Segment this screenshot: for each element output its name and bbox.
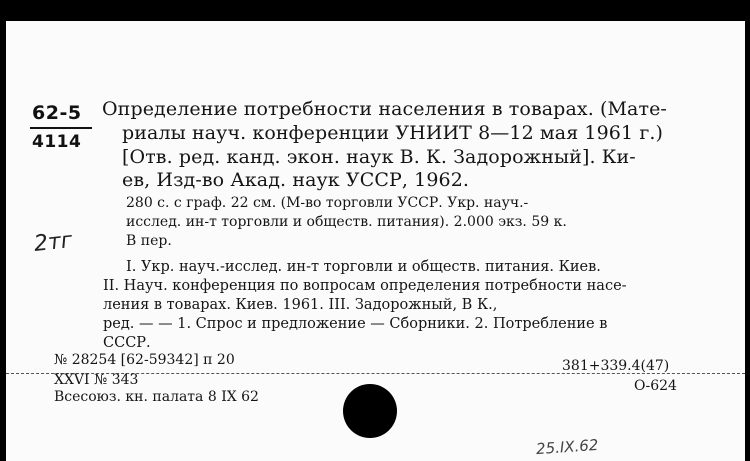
call-number-bottom: 4114: [32, 132, 82, 152]
title-line: риалы науч. конференции УНИИТ 8—12 мая 1961 г.): [122, 122, 664, 144]
tracing-line: II. Науч. конференция по вопросам определения потребности насе-: [103, 278, 627, 294]
tracing-line: ред. — — 1. Спрос и предложение — Сборники. 2. Потребление в: [103, 316, 608, 332]
footer-line: № 28254 [62-59342] п 20: [54, 352, 235, 368]
tracing-line: ления в товарах. Киев. 1961. III. Задорожный, В К.,: [103, 297, 498, 313]
call-number-underline: [30, 127, 92, 129]
footer-line: Всесоюз. кн. палата 8 IX 62: [54, 389, 259, 405]
handwritten-note: 2тг: [32, 228, 74, 257]
tracing-line: СССР.: [103, 335, 151, 351]
title-line: Определение потребности населения в товарах. (Мате-: [102, 98, 667, 120]
description-line: В пер.: [126, 233, 172, 249]
margin-scribble: 25.IX.62: [535, 435, 599, 459]
punch-hole: [343, 384, 397, 438]
title-line: ев, Изд-во Акад. наук УССР, 1962.: [122, 169, 470, 191]
footer-line: XXVI № 343: [54, 372, 139, 388]
description-line: 280 с. с граф. 22 см. (М-во торговли УССР. Укр. науч.-: [126, 195, 529, 211]
tracing-line: I. Укр. науч.-исслед. ин-т торговли и обществ. питания. Киев.: [126, 259, 601, 275]
author-mark: О-624: [634, 378, 677, 394]
top-divider: [6, 20, 745, 21]
title-line: [Отв. ред. канд. экон. наук В. К. Задорожный]. Ки-: [122, 146, 636, 168]
call-number-top: 62-5: [32, 102, 82, 124]
description-line: исслед. ин-т торговли и обществ. питания). 2.000 экз. 59 к.: [126, 214, 567, 230]
classification-number: 381+339.4(47): [562, 358, 670, 374]
